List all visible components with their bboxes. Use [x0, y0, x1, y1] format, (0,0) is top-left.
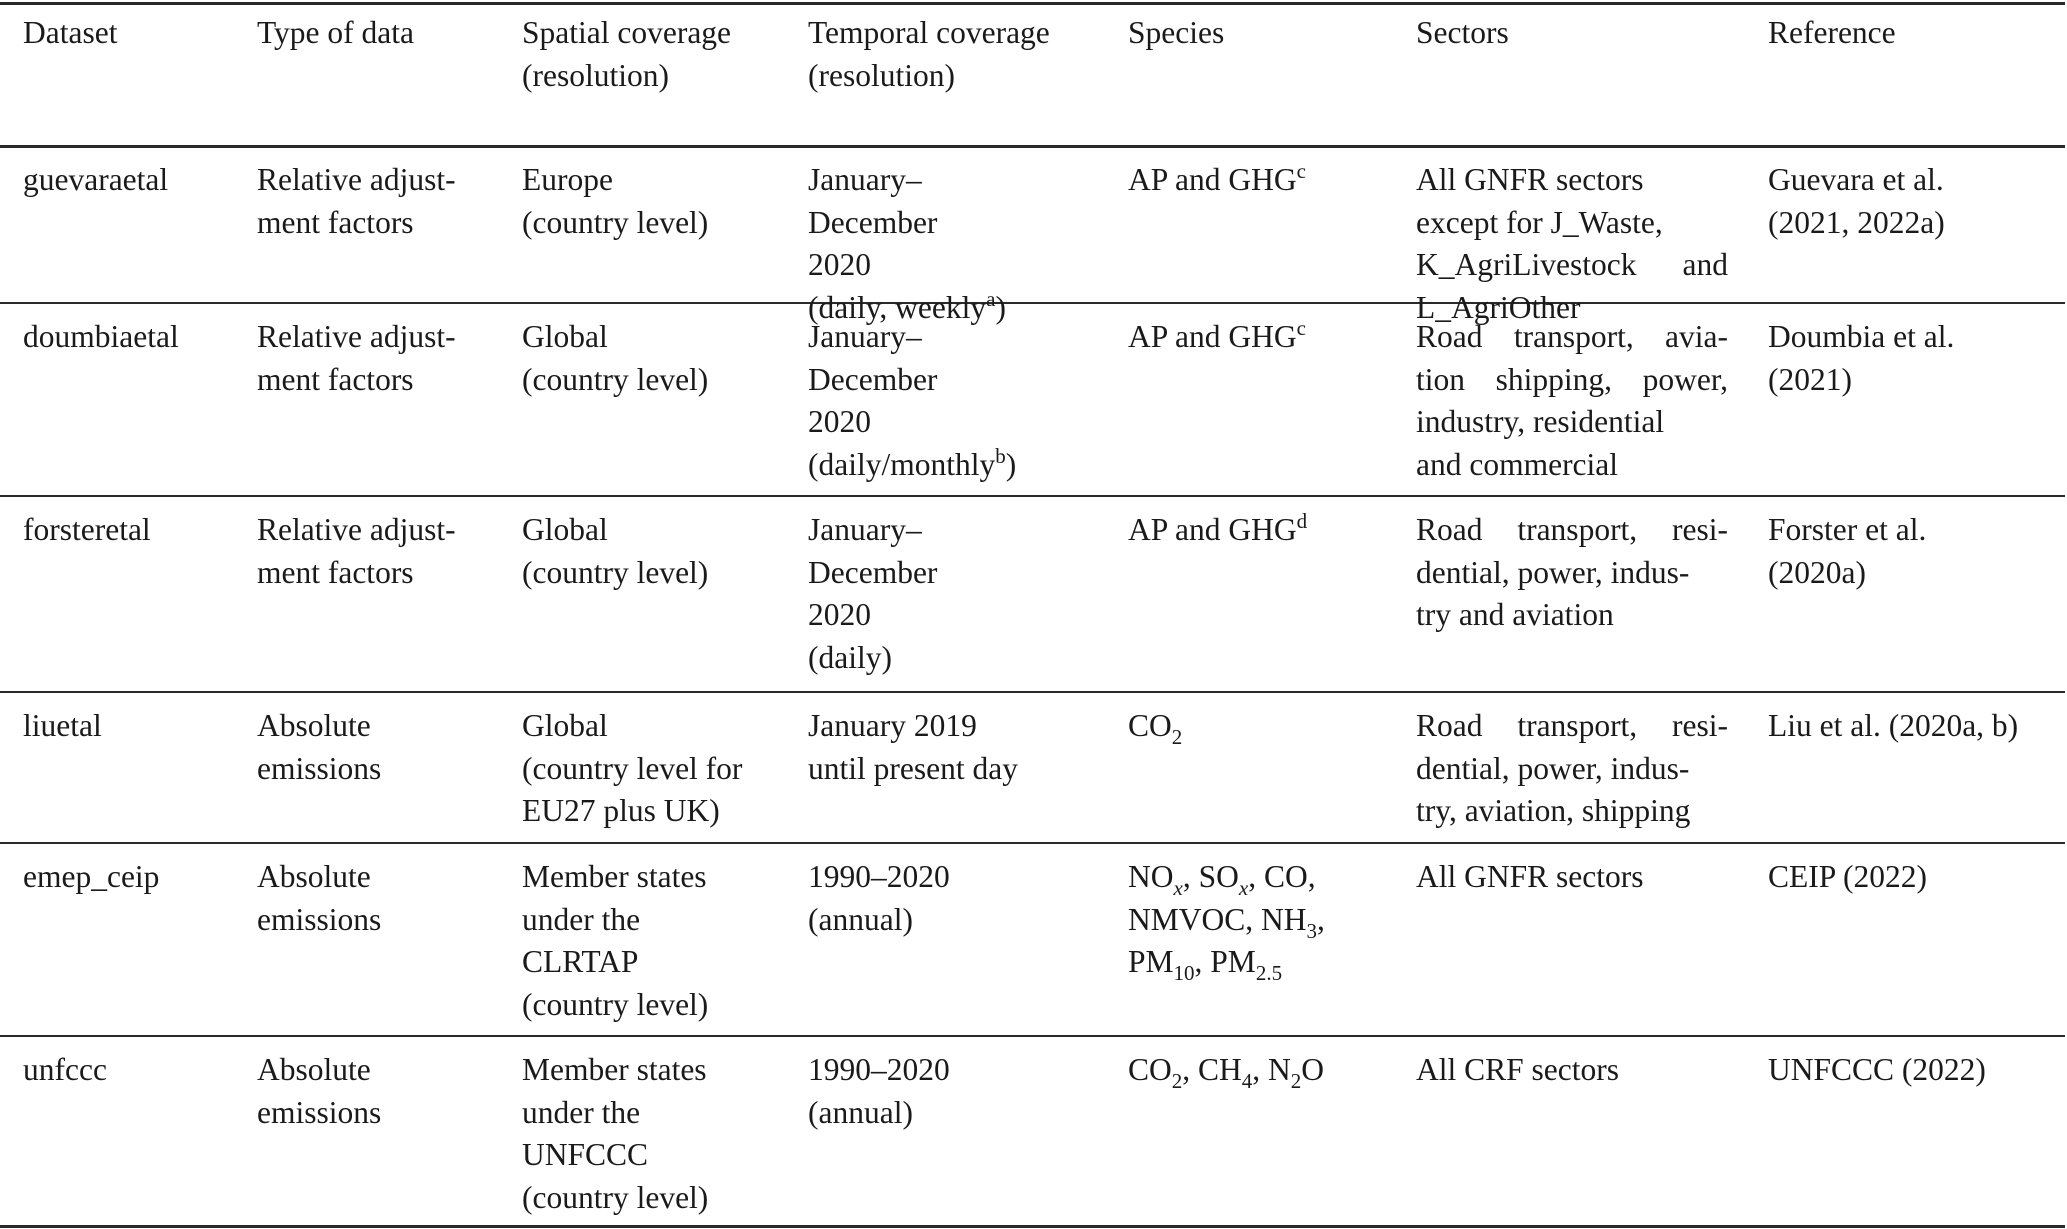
cell-text: (2021) [1768, 361, 1852, 397]
cell-text: Global [522, 708, 608, 743]
cell-line [1768, 202, 1945, 245]
cell-text: , CH [1182, 1052, 1242, 1087]
cell-reference [1768, 705, 2018, 748]
cell-line [808, 1049, 950, 1092]
cell-text: doumbiaetal [23, 319, 179, 354]
cell-text: and commercial [1416, 446, 1619, 482]
cell-type [257, 509, 456, 594]
cell-line [257, 202, 456, 245]
cell-temporal [808, 856, 950, 941]
cell-text: dential, power, indus- [1416, 554, 1690, 590]
superscript: a [986, 286, 996, 311]
cell-line [1416, 856, 1644, 899]
cell-text: NMVOC, NH [1128, 901, 1307, 937]
cell-line [808, 401, 1016, 444]
cell-text: Guevara et al. [1768, 162, 1944, 197]
cell-species [1128, 856, 1325, 984]
cell-sectors [1416, 705, 1728, 833]
cell-text: January 2019 [808, 708, 977, 743]
subscript: 4 [1241, 1069, 1253, 1093]
cell-spatial [522, 856, 708, 1026]
cell-dataset [23, 1049, 107, 1092]
cell-line [808, 444, 1016, 487]
cell-line [522, 856, 708, 899]
cell-text: Absolute [257, 859, 371, 894]
cell-text: Road transport, resi- [1416, 708, 1728, 743]
cell-text: AP and GHG [1128, 319, 1297, 354]
cell-sectors [1416, 856, 1644, 899]
cell-line [808, 705, 1018, 748]
cell-text: (annual) [808, 1094, 913, 1130]
cell-text: ment factors [257, 554, 414, 590]
cell-line [808, 509, 937, 552]
cell-text: UNFCCC [522, 1137, 649, 1172]
cell-text: try and aviation [1416, 597, 1614, 632]
cell-text: Global [522, 319, 608, 354]
cell-text: except for J_Waste, [1416, 204, 1663, 240]
cell-dataset [23, 856, 159, 899]
cell-line [522, 202, 708, 245]
cell-line [1416, 748, 1728, 791]
column-header-type [257, 12, 414, 55]
cell-spatial [522, 509, 708, 594]
cell-line [23, 316, 179, 359]
cell-text: ment factors [257, 204, 414, 240]
cell-text: 2020 [808, 247, 871, 282]
subscript: 2.5 [1255, 961, 1283, 985]
cell-line [1768, 705, 2018, 748]
column-header-sectors [1416, 12, 1509, 55]
column-header-temporal [808, 12, 1050, 97]
header-rule [0, 145, 2065, 148]
top-rule [0, 2, 2065, 5]
cell-line [257, 748, 381, 791]
cell-line [808, 244, 1006, 287]
cell-text: December [808, 361, 938, 397]
cell-text: PM [1128, 944, 1174, 979]
cell-line [1416, 705, 1728, 748]
cell-text: Member states [522, 859, 707, 894]
cell-text: Temporal coverage [808, 15, 1050, 50]
cell-line [1416, 359, 1728, 402]
cell-line [808, 748, 1018, 791]
cell-text: Forster et al. [1768, 512, 1927, 547]
cell-line [1416, 202, 1728, 245]
cell-text: try, aviation, shipping [1416, 793, 1691, 828]
cell-text: Member states [522, 1052, 707, 1087]
cell-text: (country level) [522, 986, 709, 1022]
cell-text: December [808, 204, 938, 240]
cell-text: 2020 [808, 404, 871, 439]
cell-text: (country level for [522, 750, 743, 786]
cell-line [522, 1134, 708, 1177]
cell-line [23, 856, 159, 899]
cell-line [257, 856, 381, 899]
cell-species [1128, 159, 1306, 202]
cell-text: 2020 [808, 597, 871, 632]
cell-text: Absolute [257, 708, 371, 743]
cell-species [1128, 1049, 1324, 1092]
cell-sectors [1416, 316, 1728, 486]
cell-species [1128, 509, 1307, 552]
cell-line [1768, 316, 1954, 359]
cell-type [257, 705, 381, 790]
cell-text: January– [808, 512, 922, 547]
cell-text: L_AgriOther [1416, 289, 1581, 325]
cell-line [522, 941, 708, 984]
cell-line [808, 594, 937, 637]
cell-text: under the [522, 901, 641, 937]
cell-text: , SO [1182, 859, 1239, 894]
cell-line [257, 552, 456, 595]
cell-line [808, 359, 1016, 402]
cell-text: Reference [1768, 15, 1896, 50]
row-rule [0, 1035, 2065, 1037]
cell-reference [1768, 1049, 1986, 1092]
cell-text: Liu et al. (2020a, b) [1768, 708, 2019, 743]
cell-text: (resolution) [522, 57, 669, 93]
cell-line [522, 899, 708, 942]
cell-text: ment factors [257, 361, 414, 397]
superscript: c [1296, 159, 1306, 183]
cell-type [257, 1049, 381, 1134]
cell-text: (annual) [808, 901, 913, 937]
subscript: 3 [1306, 918, 1318, 943]
cell-text: January– [808, 162, 922, 197]
cell-text: Road transport, avia- [1416, 319, 1728, 354]
column-header-spatial [522, 12, 731, 97]
cell-line [1768, 12, 1896, 55]
cell-line [1768, 159, 1945, 202]
cell-line [808, 899, 950, 942]
cell-line [522, 790, 742, 833]
cell-line [257, 316, 456, 359]
cell-text: (country level) [522, 1179, 709, 1215]
cell-line [522, 159, 708, 202]
cell-text: December [808, 554, 938, 590]
cell-dataset [23, 159, 168, 202]
cell-line [1128, 159, 1306, 202]
cell-text: Europe [522, 162, 613, 197]
subscript: 2 [1290, 1069, 1302, 1093]
cell-line [1768, 509, 1926, 552]
cell-text: EU27 plus UK) [522, 793, 720, 828]
cell-line [522, 984, 708, 1027]
cell-line [808, 316, 1016, 359]
cell-line [1768, 856, 1927, 899]
cell-line [257, 705, 381, 748]
cell-text: Relative adjust- [257, 512, 456, 547]
cell-line [522, 359, 708, 402]
cell-text: Sectors [1416, 15, 1509, 50]
cell-text: Road transport, resi- [1416, 512, 1728, 547]
cell-line [23, 509, 151, 552]
cell-text: Global [522, 512, 608, 547]
cell-line [522, 1177, 708, 1220]
cell-text: K_AgriLivestock and [1416, 247, 1728, 282]
cell-sectors [1416, 1049, 1619, 1092]
cell-line [1416, 444, 1728, 487]
cell-type [257, 856, 381, 941]
cell-text: tion shipping, power, [1416, 361, 1728, 397]
cell-line [522, 552, 708, 595]
cell-line [808, 552, 937, 595]
cell-text: emissions [257, 901, 382, 937]
subscript: 10 [1173, 961, 1195, 985]
cell-line [1416, 159, 1728, 202]
cell-line [1416, 1049, 1619, 1092]
cell-reference [1768, 856, 1927, 899]
cell-spatial [522, 705, 742, 833]
subscript: 2 [1171, 725, 1183, 749]
cell-species [1128, 316, 1306, 359]
cell-spatial [522, 1049, 708, 1219]
cell-text: AP and GHG [1128, 512, 1297, 547]
row-rule [0, 495, 2065, 497]
cell-type [257, 159, 456, 244]
cell-line [522, 1092, 708, 1135]
cell-text: AP and GHG [1128, 162, 1297, 197]
cell-line [1768, 1049, 1986, 1092]
cell-line [257, 1092, 381, 1135]
cell-text: emissions [257, 1094, 382, 1130]
cell-text: (daily, weekly [808, 289, 987, 325]
cell-text: 1990–2020 [808, 859, 950, 894]
cell-text: , N [1252, 1052, 1291, 1087]
cell-line [1128, 12, 1224, 55]
cell-spatial [522, 316, 708, 401]
cell-text: under the [522, 1094, 641, 1130]
cell-text: All GNFR sectors [1416, 162, 1644, 197]
cell-reference [1768, 316, 1954, 401]
cell-text: All GNFR sectors [1416, 859, 1644, 894]
cell-reference [1768, 509, 1926, 594]
cell-line [257, 1049, 381, 1092]
cell-text: ) [1005, 446, 1017, 482]
cell-text: guevaraetal [23, 162, 169, 197]
cell-text: Dataset [23, 15, 118, 50]
cell-line [1128, 941, 1325, 984]
cell-line [1128, 509, 1307, 552]
cell-text: (2020a) [1768, 554, 1866, 590]
cell-line [808, 12, 1050, 55]
cell-text: (resolution) [808, 57, 955, 93]
cell-line [522, 316, 708, 359]
cell-text: 1990–2020 [808, 1052, 950, 1087]
cell-text: O [1301, 1052, 1325, 1087]
cell-text: (2021, 2022a) [1768, 204, 1945, 240]
cell-line [808, 1092, 950, 1135]
cell-text: Species [1128, 15, 1225, 50]
column-header-species [1128, 12, 1224, 55]
cell-line [1416, 316, 1728, 359]
cell-temporal [808, 509, 937, 679]
cell-text: Type of data [257, 15, 414, 50]
cell-reference [1768, 159, 1945, 244]
subscript: x [1238, 876, 1249, 900]
cell-line [1416, 790, 1728, 833]
column-header-reference [1768, 12, 1896, 55]
cell-spatial [522, 159, 708, 244]
subscript: x [1173, 876, 1183, 900]
cell-line [1416, 552, 1728, 595]
cell-line [1416, 509, 1728, 552]
row-rule [0, 302, 2065, 304]
cell-line [1128, 899, 1325, 942]
cell-line [808, 202, 1006, 245]
cell-temporal [808, 705, 1018, 790]
cell-dataset [23, 705, 102, 748]
subscript: 2 [1171, 1069, 1183, 1093]
cell-text: , CO, [1248, 859, 1316, 894]
cell-text: Absolute [257, 1052, 371, 1087]
cell-text: (country level) [522, 361, 709, 397]
cell-text: (daily/monthly [808, 446, 996, 482]
cell-text: until present day [808, 750, 1018, 786]
row-rule [0, 842, 2065, 844]
cell-text: , [1317, 901, 1325, 937]
superscript: b [995, 443, 1006, 468]
cell-line [522, 55, 731, 98]
cell-text: liuetal [23, 708, 102, 743]
cell-dataset [23, 509, 151, 552]
cell-text: All CRF sectors [1416, 1052, 1620, 1087]
cell-line [522, 1049, 708, 1092]
cell-text: UNFCCC (2022) [1768, 1052, 1986, 1087]
cell-species [1128, 705, 1182, 748]
cell-line [808, 55, 1050, 98]
cell-text: January– [808, 319, 922, 354]
cell-line [23, 705, 102, 748]
cell-text: CLRTAP [522, 944, 639, 979]
superscript: d [1296, 509, 1308, 533]
cell-text: forsteretal [23, 512, 151, 547]
cell-text: emep_ceip [23, 859, 160, 894]
cell-temporal [808, 316, 1016, 486]
cell-text: (daily) [808, 639, 892, 675]
cell-line [1416, 12, 1509, 55]
cell-text: Spatial coverage [522, 15, 732, 50]
cell-text: CEIP (2022) [1768, 859, 1927, 894]
cell-line [1416, 594, 1728, 637]
cell-line [257, 159, 456, 202]
cell-line [1768, 552, 1926, 595]
cell-line [1768, 359, 1954, 402]
cell-text: Relative adjust- [257, 162, 456, 197]
superscript: c [1296, 316, 1306, 340]
cell-line [808, 159, 1006, 202]
row-rule [0, 691, 2065, 693]
cell-line [522, 509, 708, 552]
cell-text: (country level) [522, 554, 709, 590]
cell-line [522, 748, 742, 791]
cell-line [808, 856, 950, 899]
cell-line [522, 705, 742, 748]
cell-text: Relative adjust- [257, 319, 456, 354]
cell-sectors [1416, 509, 1728, 637]
cell-text: emissions [257, 750, 382, 786]
cell-line [257, 509, 456, 552]
cell-line [1416, 401, 1728, 444]
column-header-dataset [23, 12, 117, 55]
bottom-rule [0, 1225, 2065, 1228]
cell-line [23, 1049, 107, 1092]
cell-line [23, 12, 117, 55]
cell-line [23, 159, 168, 202]
cell-text: Doumbia et al. [1768, 319, 1955, 354]
cell-text: NO [1128, 859, 1174, 894]
cell-text: industry, residential [1416, 404, 1665, 439]
cell-dataset [23, 316, 179, 359]
cell-text: unfccc [23, 1052, 107, 1087]
cell-line [1128, 705, 1182, 748]
cell-line [257, 359, 456, 402]
cell-line [808, 637, 937, 680]
cell-text: CO [1128, 1052, 1172, 1087]
cell-text: dential, power, indus- [1416, 750, 1690, 786]
cell-line [1128, 316, 1306, 359]
cell-line [1416, 244, 1728, 287]
cell-temporal [808, 159, 1006, 329]
cell-text: , PM [1194, 944, 1256, 979]
cell-text: ) [995, 289, 1006, 325]
cell-temporal [808, 1049, 950, 1134]
cell-line [1128, 1049, 1324, 1092]
cell-line [257, 899, 381, 942]
cell-line [522, 12, 731, 55]
cell-text: CO [1128, 708, 1172, 743]
cell-text: (country level) [522, 204, 709, 240]
cell-type [257, 316, 456, 401]
cell-line [257, 12, 414, 55]
cell-sectors [1416, 159, 1728, 329]
cell-line [1128, 856, 1325, 899]
